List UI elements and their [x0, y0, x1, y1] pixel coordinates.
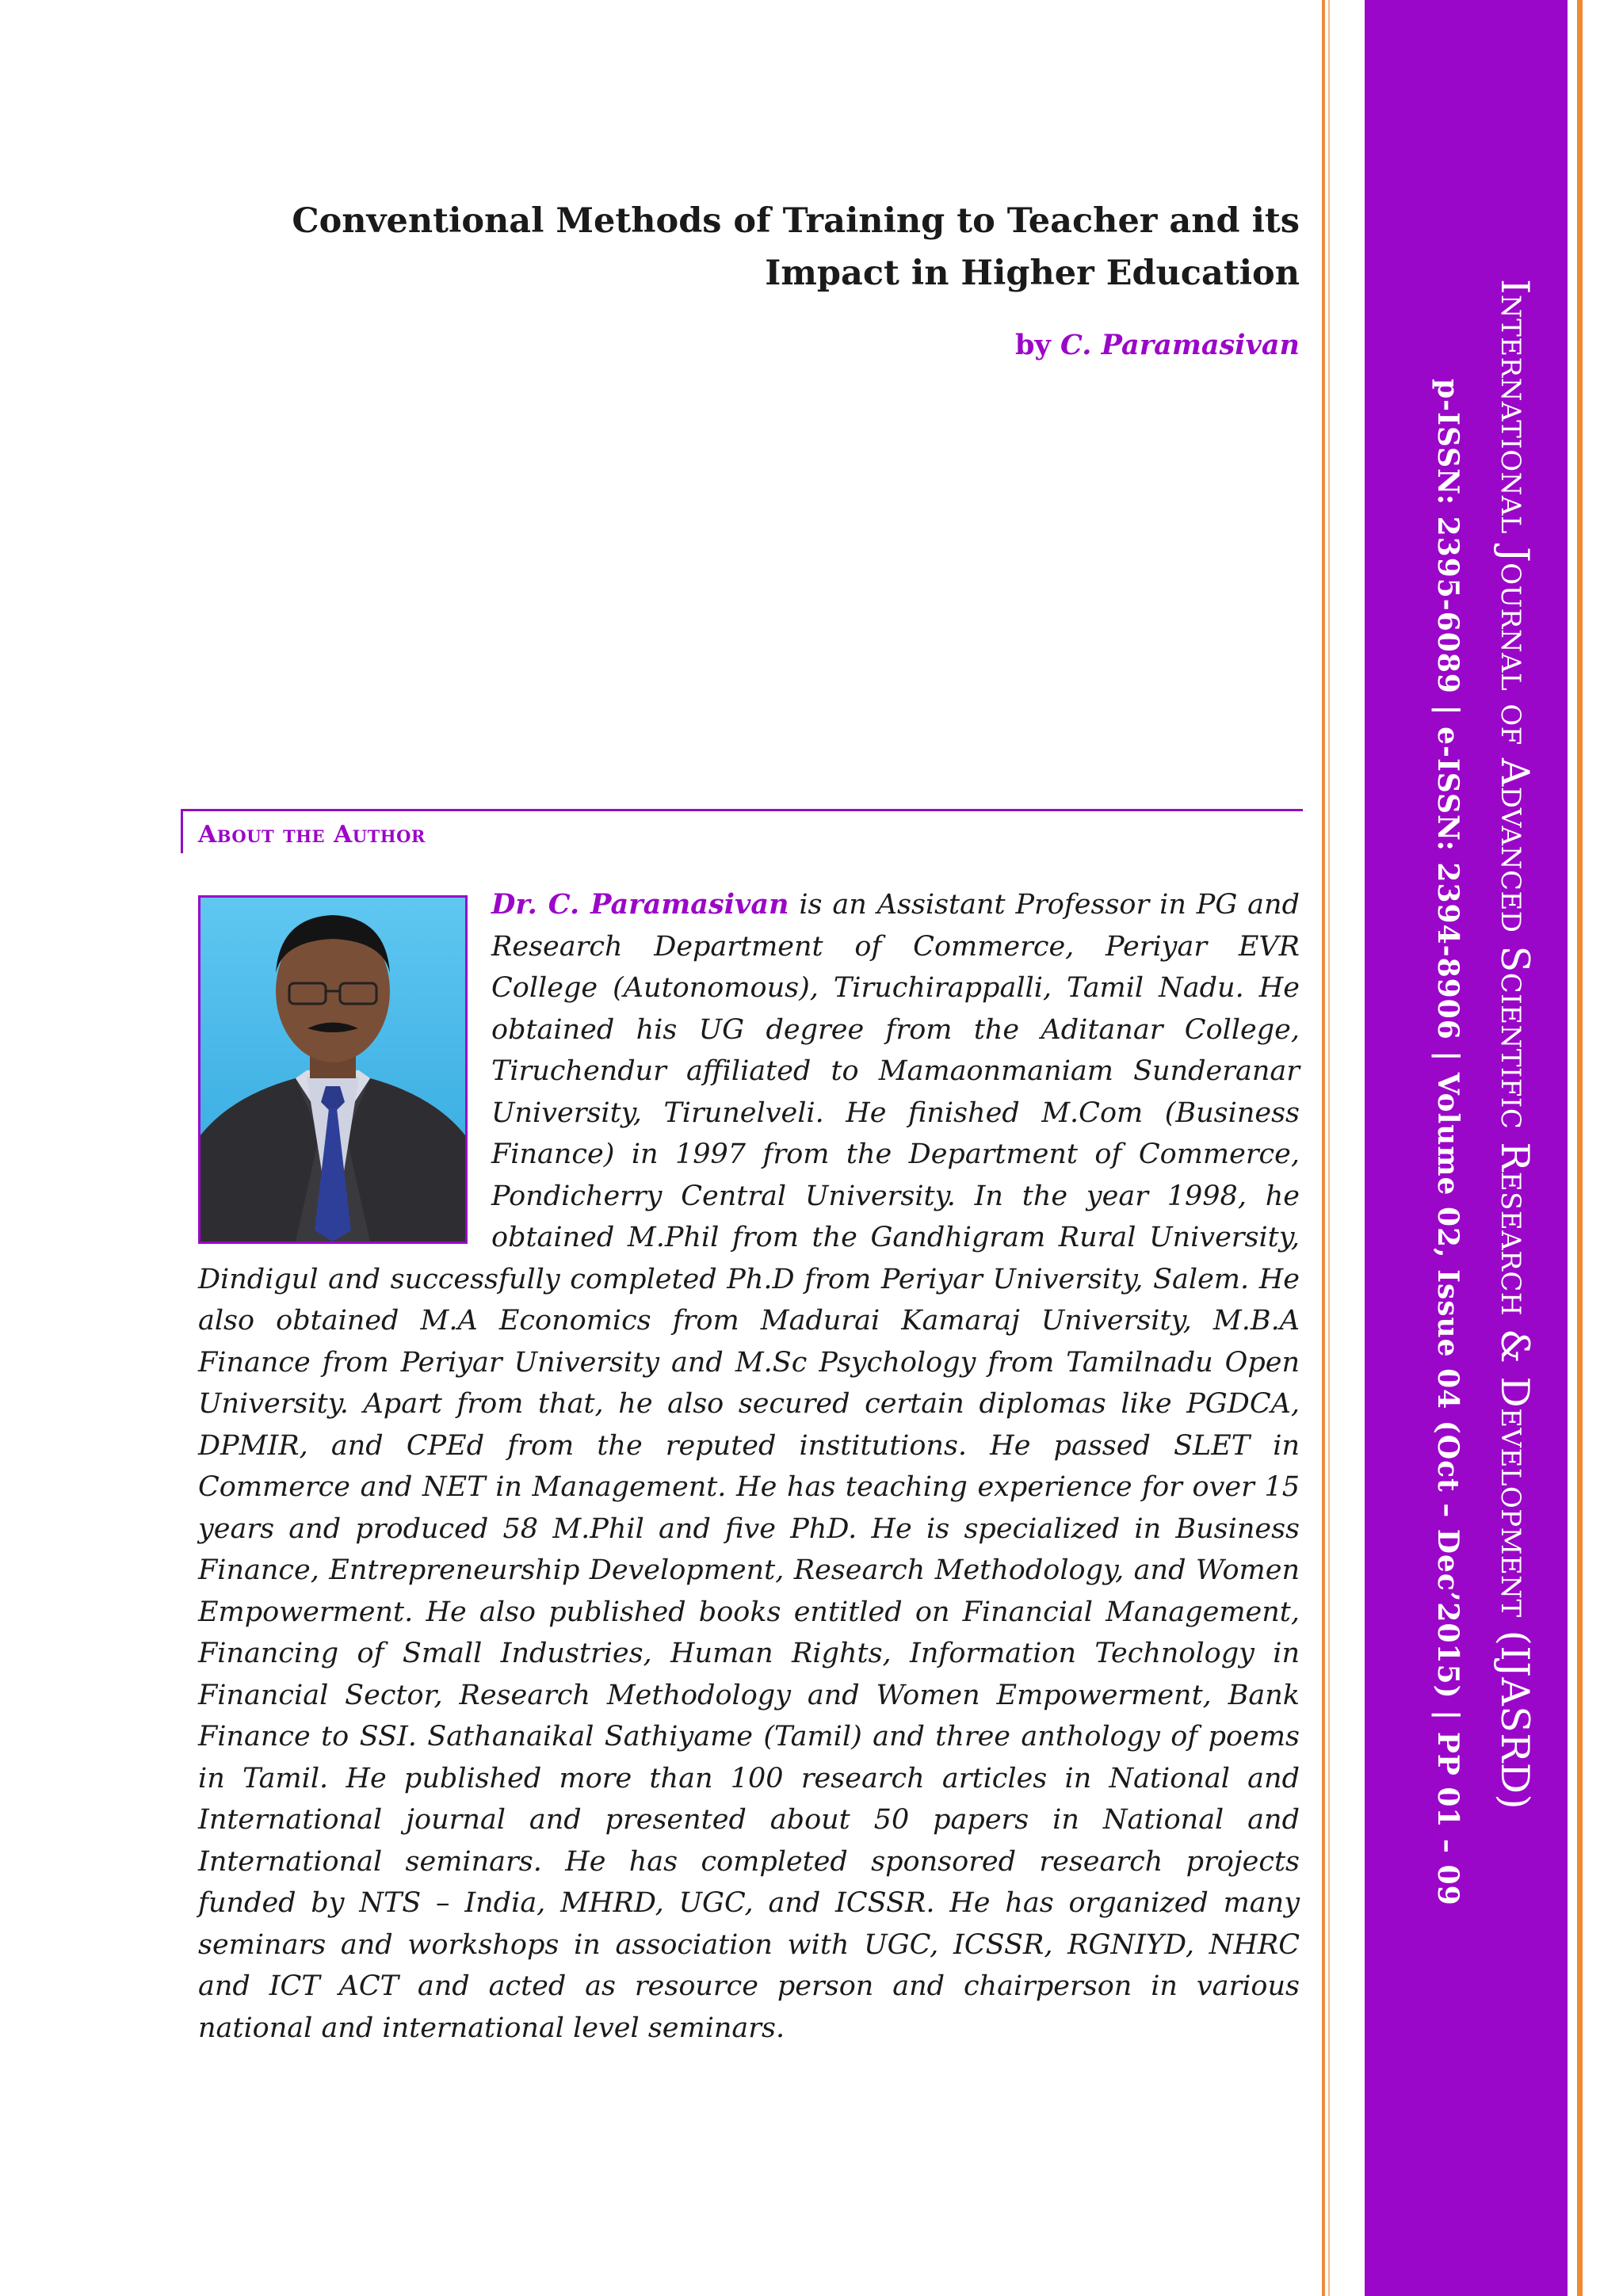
orange-divider-rule	[1322, 0, 1325, 2296]
byline-author: C. Paramasivan	[1060, 329, 1300, 361]
article-title	[198, 195, 1300, 299]
about-section-rule	[181, 809, 1303, 811]
orange-edge-rule	[1577, 0, 1583, 2296]
author-bio	[198, 884, 1300, 2049]
article-byline	[198, 329, 1300, 361]
article-title-line2: Impact in Higher Education	[765, 254, 1300, 293]
bio-text: is an Assistant Professor in PG and Research Department of Commerce, Periyar EVR College (Autonomous), Tiruchirappalli, Tamil Nadu. He obtained his UG degree from the Aditanar College, Tiruchendur affiliated to Mamaonmaniam Sunderanar University, Tirunelveli. He finished M.Com (Business Finance) in 1997 from the Department of Commerce, Pondicherry Central University. In the year 1998, he obtained M.Phil from the Gandhigram Rural University, Dindigul and successfully completed Ph.D from Periyar University, Salem. He also obtained M.A Economics from Madurai Kamaraj University, M.B.A Finance from Periyar University and M.Sc Psychology from Tamilnadu Open University. Apart from that, he also secured certain diplomas like PGDCA, DPMIR, and CPEd from the reputed institutions. He passed SLET in Commerce and NET in Management. He has teaching experience for over 15 years and produced 58 M.Phil and five PhD. He is specialized in Business Finance, Entrepreneurship Development, Research Methodology, and Women Empowerment. He also published books entitled on Financial Management, Financing of Small Industries, Human Rights, Information Technology in Financial Sector, Research Methodology and Women Empowerment, Bank Finance to SSI. Sathanaikal Sathiyame (Tamil) and three anthology of poems in Tamil. He published more than 100 research articles in National and International journal and presented about 50 papers in National and International seminars. He has completed sponsored research projects funded by NTS – India, MHRD, UGC, and ICSSR. He has organized many seminars and workshops in association with UGC, ICSSR, RGNIYD, NHRC and ICT ACT and acted as resource person and chairperson in various national and international level seminars.	[198, 889, 1300, 2044]
article-title-line1: Conventional Methods of Training to Teacher and its	[292, 201, 1300, 241]
byline-prefix: by	[1015, 329, 1051, 361]
about-author-heading: About the Author	[198, 821, 426, 849]
journal-title-vertical: International Journal of Advanced Scientific Research & Development (IJASRD)	[1492, 279, 1537, 1810]
bio-author-name: Dr. C. Paramasivan	[491, 888, 789, 921]
photo-spacer	[198, 884, 491, 1258]
issn-volume-vertical: p-ISSN: 2395-6089 | e-ISSN: 2394-8906 | Volume 02, Issue 04 (Oct – Dec’2015) | PP 01 – 09	[1431, 379, 1465, 1906]
about-section-rule-vertical	[181, 809, 183, 853]
orange-divider-rule-thin	[1328, 0, 1330, 2296]
